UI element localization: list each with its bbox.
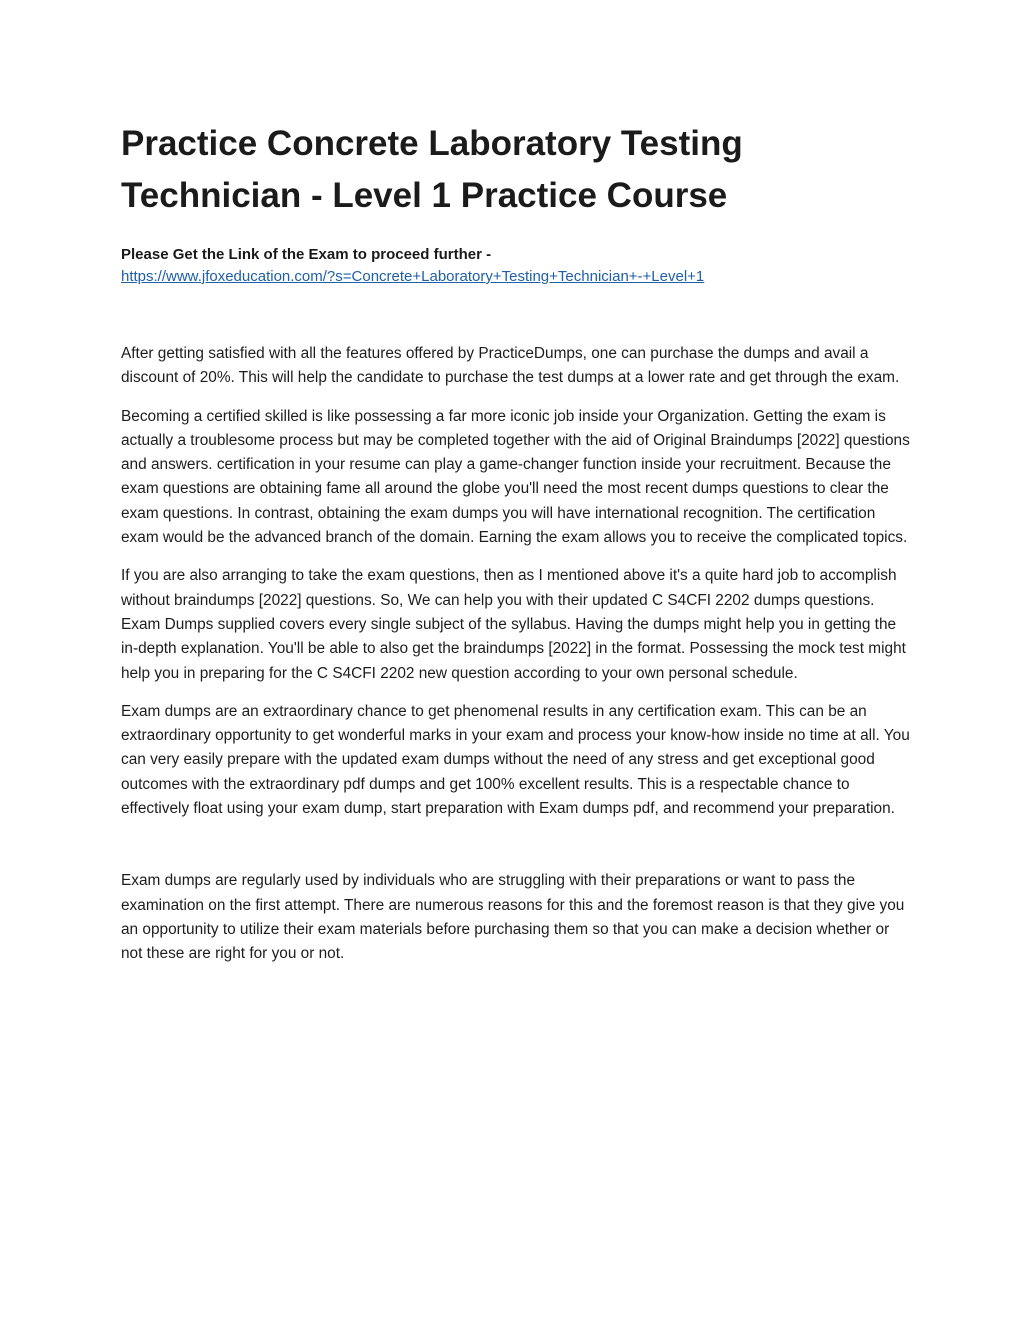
paragraph-1: After getting satisfied with all the features offered by PracticeDumps, one can purchase the dumps and avail a discount of 20%. This will help the candidate to purchase the test dumps at a lower rate and get through the exam. — [121, 345, 900, 387]
exam-link[interactable]: https://www.jfoxeducation.com/?s=Concrete+Laboratory+Testing+Technician+-+Level+1 — [121, 268, 705, 285]
body-text — [121, 342, 911, 967]
paragraph-4: Exam dumps are an extraordinary chance to get phenomenal results in any certification exam. This can be an extraordinary opportunity to get wonderful marks in your exam and process your know-how inside no time at all. You can very easily prepare with the updated exam dumps without the need of any stress and get exceptional good outcomes with the extraordinary pdf dumps and get 100% excellent results. This is a respectable chance to effectively float using your exam dump, start preparation with Exam dumps pdf, and recommend your preparation. — [121, 702, 910, 818]
paragraph-3: If you are also arranging to take the exam questions, then as I mentioned above it's a quite hard job to accomplish without braindumps [2022] questions. So, We can help you with their updated C S4CFI 2202 dumps questions. Exam Dumps supplied covers every single subject of the syllabus. Having the dumps might help you in getting the in-depth explanation. You'll be able to also get the braindumps [2022] in the format. Possessing the mock test might help you in preparing for the C S4CFI 2202 new question according to your own personal schedule. — [121, 567, 906, 682]
notice-label: Please Get the Link of the Exam to proceed further - — [121, 246, 492, 263]
document-page — [121, 118, 911, 981]
paragraph-2: Becoming a certified skilled is like possessing a far more iconic job inside your Organization. Getting the exam is actually a troublesome process but may be completed together with the aid of Original Braindumps [2022] questions and answers. certification in your resume can play a game-changer function inside your recruitment. Because the exam questions are obtaining fame all around the globe you'll need the most recent dumps questions to clear the exam questions. In contrast, obtaining the exam dumps you will have international recognition. The certification exam would be the advanced branch of the domain. Earning the exam allows you to receive the complicated topics. — [121, 407, 910, 547]
paragraph-5: Exam dumps are regularly used by individuals who are struggling with their preparations or want to pass the examination on the first attempt. There are numerous reasons for this and the foremost reason is that they give you an opportunity to utilize their exam materials before purchasing them so that you can make a decision whether or not these are right for you or not. — [121, 872, 905, 963]
page-title: Practice Concrete Laboratory Testing Technician - Level 1 Practice Course — [121, 124, 743, 215]
exam-link-notice — [121, 244, 911, 288]
